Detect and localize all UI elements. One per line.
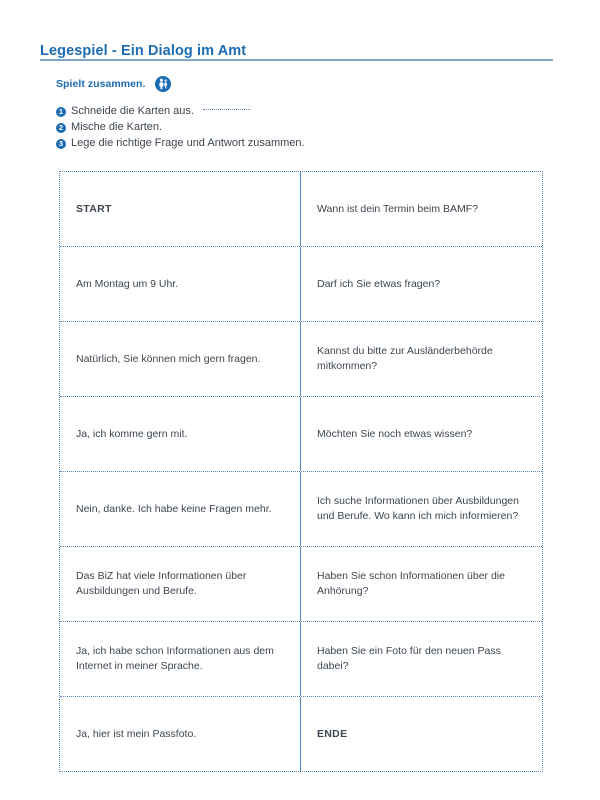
card-text: Kannst du bitte zur Ausländerbehörde mitkommen?	[317, 345, 493, 372]
card-cell-question	[301, 322, 542, 396]
card-text: Am Montag um 9 Uhr.	[76, 277, 179, 290]
card-text: Ja, ich komme gern mit.	[76, 427, 188, 440]
instruction-steps-list	[56, 104, 536, 151]
card-text: Das BiZ hat viele Informationen über Ausbildungen und Berufe.	[76, 570, 247, 597]
card-text: Darf ich Sie etwas fragen?	[317, 277, 441, 290]
step-text: Mische die Karten.	[71, 121, 163, 133]
card-cell-answer	[60, 172, 301, 246]
card-cell-answer	[60, 547, 301, 621]
table-row	[60, 397, 542, 472]
step-number-badge: 3	[56, 139, 66, 149]
card-cell-answer	[60, 322, 301, 396]
card-cell-question	[301, 547, 542, 621]
card-text: Natürlich, Sie können mich gern fragen.	[76, 352, 261, 365]
card-text: Haben Sie ein Foto für den neuen Pass dabei?	[317, 645, 501, 672]
card-cell-answer	[60, 622, 301, 696]
card-text-end-marker: ENDE	[317, 727, 348, 740]
play-together-heading	[56, 76, 536, 92]
table-row	[60, 472, 542, 547]
card-cell-question	[301, 697, 542, 771]
page-title: Legespiel - Ein Dialog im Amt	[40, 42, 247, 59]
table-row	[60, 247, 542, 322]
card-cell-answer	[60, 397, 301, 471]
play-together-label: Spielt zusammen.	[56, 78, 146, 90]
table-row	[60, 622, 542, 697]
list-item	[56, 120, 536, 135]
table-row	[60, 697, 542, 771]
table-row	[60, 172, 542, 247]
person-pair-icon	[155, 76, 171, 92]
step-text-label: Schneide die Karten aus.	[71, 105, 194, 117]
card-cell-question	[301, 472, 542, 546]
step-number-badge: 1	[56, 107, 66, 117]
card-cut-out-table	[59, 171, 543, 772]
title-underline-rule	[40, 59, 553, 61]
list-item	[56, 104, 536, 119]
table-row	[60, 322, 542, 397]
card-text: Möchten Sie noch etwas wissen?	[317, 427, 473, 440]
card-cell-question	[301, 247, 542, 321]
card-text: Wann ist dein Termin beim BAMF?	[317, 202, 479, 215]
card-cell-question	[301, 397, 542, 471]
card-cell-question	[301, 622, 542, 696]
instructions-block	[56, 76, 536, 152]
card-text: Ja, ich habe schon Informationen aus dem Internet in meiner Sprache.	[76, 645, 274, 672]
card-cell-answer	[60, 247, 301, 321]
card-text: Haben Sie schon Informationen über die Anhörung?	[317, 570, 505, 597]
card-cell-answer	[60, 697, 301, 771]
card-cell-question	[301, 172, 542, 246]
table-row	[60, 547, 542, 622]
step-number-badge: 2	[56, 123, 66, 133]
card-cell-answer	[60, 472, 301, 546]
step-text: Lege die richtige Frage und Antwort zusammen.	[71, 137, 305, 149]
card-text: Ja, hier ist mein Passfoto.	[76, 727, 197, 740]
card-text-start-marker: START	[76, 202, 112, 215]
step-text	[71, 104, 251, 119]
card-text: Nein, danke. Ich habe keine Fragen mehr.	[76, 502, 272, 515]
list-item	[56, 136, 536, 151]
cut-line-dots-icon	[203, 109, 251, 111]
card-text: Ich suche Informationen über Ausbildungen und Berufe. Wo kann ich mich informieren?	[317, 495, 519, 522]
